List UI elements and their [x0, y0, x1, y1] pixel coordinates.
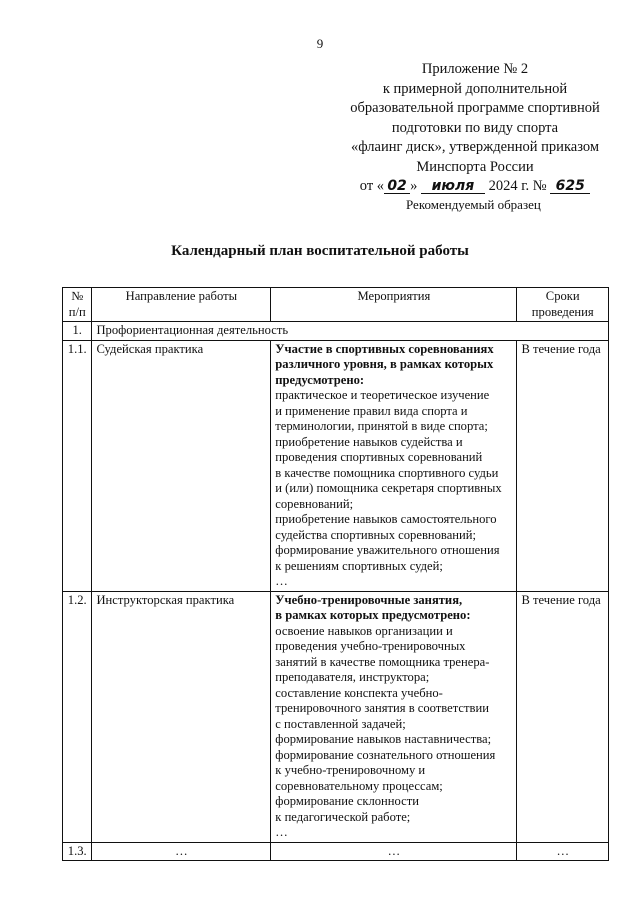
- row-activities: …: [271, 842, 517, 861]
- activity-line: …: [275, 574, 288, 588]
- activity-line: соревнований;: [275, 496, 354, 511]
- row-num: 1.3.: [63, 842, 92, 861]
- page-number: 9: [316, 36, 324, 51]
- sample-note: Рекомендуемый образец: [406, 197, 541, 212]
- row-num: 1.2.: [63, 591, 92, 842]
- activity-line: в качестве помощника спортивного судьи: [275, 465, 499, 480]
- activity-line: составление конспекта учебно-: [275, 685, 443, 700]
- activity-line: к учебно-тренировочному и: [275, 763, 426, 777]
- document-title: Календарный план воспитательной работы: [171, 243, 469, 259]
- activity-line: формирование сознательного отношения: [275, 747, 496, 762]
- row-direction: …: [92, 842, 271, 861]
- activity-line: проведения учебно-тренировочных: [275, 639, 466, 653]
- plan-table: [62, 287, 609, 861]
- date-month: июля: [421, 179, 485, 194]
- appendix-line: образовательной программе спортивной: [350, 100, 600, 116]
- row-direction: Инструкторская практика: [92, 591, 271, 842]
- header-direction: Направление работы: [92, 288, 271, 322]
- row-direction: Судейская практика: [92, 340, 271, 591]
- row-term: В течение года: [517, 340, 609, 591]
- activity-heading: Учебно-тренировочные занятия,: [275, 592, 463, 607]
- row-num: 1.1.: [63, 340, 92, 591]
- order-date-line: [330, 177, 620, 197]
- date-year: 2024 г. №: [488, 178, 547, 194]
- activity-line: с поставленной задачей;: [275, 716, 406, 731]
- date-mid: »: [410, 178, 418, 194]
- row-term: …: [517, 842, 609, 861]
- appendix-line: «флаинг диск», утвержденной приказом: [350, 139, 599, 155]
- activity-line: и применение правил вида спорта и: [275, 403, 468, 418]
- table-row: [63, 842, 609, 861]
- activity-heading: в рамках которых предусмотрено:: [275, 608, 471, 622]
- header-num: № п/п: [63, 288, 92, 322]
- activity-line: тренировочного занятия в соответствии: [275, 701, 489, 715]
- activity-line: формирование склонности: [275, 794, 419, 808]
- activity-line: к педагогической работе;: [275, 809, 411, 824]
- section-row: [63, 322, 609, 341]
- activity-line: формирование уважительного отношения: [275, 543, 500, 557]
- date-prefix: от «: [359, 178, 385, 194]
- appendix-block: [330, 60, 620, 197]
- activity-line: судейства спортивных соревнований;: [275, 527, 477, 542]
- activity-heading: различного уровня, в рамках которых: [275, 357, 494, 371]
- header-terms: Сроки проведения: [517, 288, 609, 322]
- activity-line: проведения спортивных соревнований: [275, 450, 483, 464]
- header-activities: Мероприятия: [271, 288, 517, 322]
- date-day: 02: [384, 179, 410, 194]
- activity-heading: предусмотрено:: [275, 372, 365, 387]
- activity-line: освоение навыков организации и: [275, 623, 453, 638]
- appendix-line: подготовки по виду спорта: [391, 119, 559, 136]
- appendix-line: Приложение № 2: [421, 61, 529, 77]
- activity-line: …: [275, 825, 288, 839]
- row-activities: [271, 591, 517, 842]
- activity-heading: Участие в спортивных соревнованиях: [275, 341, 494, 356]
- activity-line: терминологии, принятой в виде спорта;: [275, 419, 488, 433]
- appendix-line: Минспорта России: [416, 158, 534, 175]
- table-row: [63, 340, 609, 591]
- activity-line: приобретение навыков судейства и: [275, 434, 463, 449]
- order-number: 625: [550, 179, 590, 194]
- table-header-row: [63, 288, 609, 322]
- section-num: 1.: [63, 322, 92, 341]
- activity-line: к решениям спортивных судей;: [275, 558, 443, 573]
- activity-line: формирование навыков наставничества;: [275, 732, 492, 746]
- activity-line: приобретение навыков самостоятельного: [275, 512, 497, 526]
- activity-line: практическое и теоретическое изучение: [275, 388, 490, 402]
- activity-line: соревновательному процессам;: [275, 778, 443, 793]
- appendix-line: к примерной дополнительной: [382, 80, 568, 97]
- activity-line: занятий в качестве помощника тренера-: [275, 654, 490, 669]
- activity-line: и (или) помощника секретаря спортивных: [275, 481, 502, 495]
- table-row: [63, 591, 609, 842]
- row-term: В течение года: [517, 591, 609, 842]
- section-title: Профориентационная деятельность: [92, 322, 609, 341]
- row-activities: [271, 340, 517, 591]
- activity-line: преподавателя, инструктора;: [275, 670, 430, 684]
